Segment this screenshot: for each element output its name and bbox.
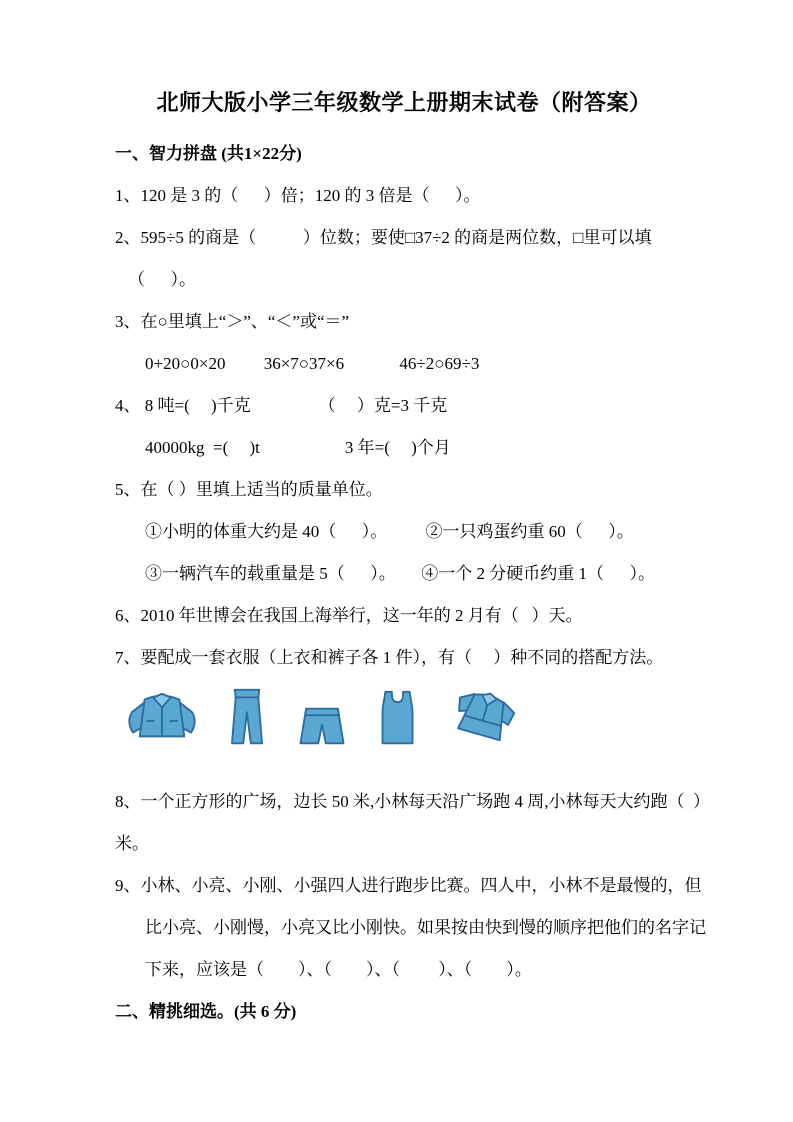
- question-5-line1: 5、在（ ）里填上适当的质量单位。: [115, 480, 383, 499]
- question-3-line1: 3、在○里填上“＞”、“＜”或“＝”: [115, 312, 350, 331]
- question-9-line2: 比小亮、小刚慢，小亮又比小刚快。如果按由快到慢的顺序把他们的名字记: [145, 918, 706, 937]
- question-1: 1、120 是 3 的（ ）倍；120 的 3 倍是（ ）。: [115, 186, 481, 205]
- question-9-line3: 下来，应该是（ ）、（ ）、（ ）、（ ）。: [145, 960, 532, 979]
- question-4-line2: 40000kg =( )t 3 年=( )个月: [145, 438, 451, 457]
- question-4-line1: 4、 8 吨=( )千克 （ ）克=3 千克: [115, 396, 448, 415]
- section1-heading: 一、智力拼盘 (共1×22分): [115, 144, 302, 163]
- question-9-line1: 9、小林、小亮、小刚、小强四人进行跑步比赛。四人中，小林不是最慢的，但: [115, 876, 702, 895]
- section2-heading: 二、精挑细选。(共 6 分): [115, 1002, 297, 1021]
- jeans-image: [225, 686, 269, 753]
- question-8-line1: 8、一个正方形的广场，边长 50 米,小林每天沿广场跑 4 周,小林每天大约跑（ ）: [115, 792, 710, 811]
- question-3-line2: 0+20○0×20 36×7○37×6 46÷2○69÷3: [145, 354, 480, 373]
- question-7: 7、要配成一套衣服（上衣和裤子各 1 件），有（ ）种不同的搭配方法。: [115, 648, 664, 667]
- question-2-line2: （ ）。: [128, 270, 196, 289]
- question-5-line3: ③一辆汽车的载重量是 5（ ）。 ④一个 2 分硬币约重 1（ ）。: [145, 564, 655, 583]
- question-5-line2: ①小明的体重大约是 40（ ）。 ②一只鸡蛋约重 60（ ）。: [145, 522, 634, 541]
- tank-top-image: [375, 688, 420, 753]
- question-2-line1: 2、595÷5 的商是（ ）位数；要使□37÷2 的商是两位数，□里可以填: [115, 228, 652, 247]
- clothing-images: [115, 687, 703, 753]
- coat-image: [444, 688, 524, 753]
- shorts-image: [293, 703, 351, 753]
- question-6: 6、2010 年世博会在我国上海举行，这一年的 2 月有（ ）天。: [115, 606, 583, 625]
- page-title: 北师大版小学三年级数学上册期末试卷（附答案）: [156, 90, 652, 115]
- jacket-image: [123, 688, 201, 753]
- question-8-line2: 米。: [115, 834, 149, 853]
